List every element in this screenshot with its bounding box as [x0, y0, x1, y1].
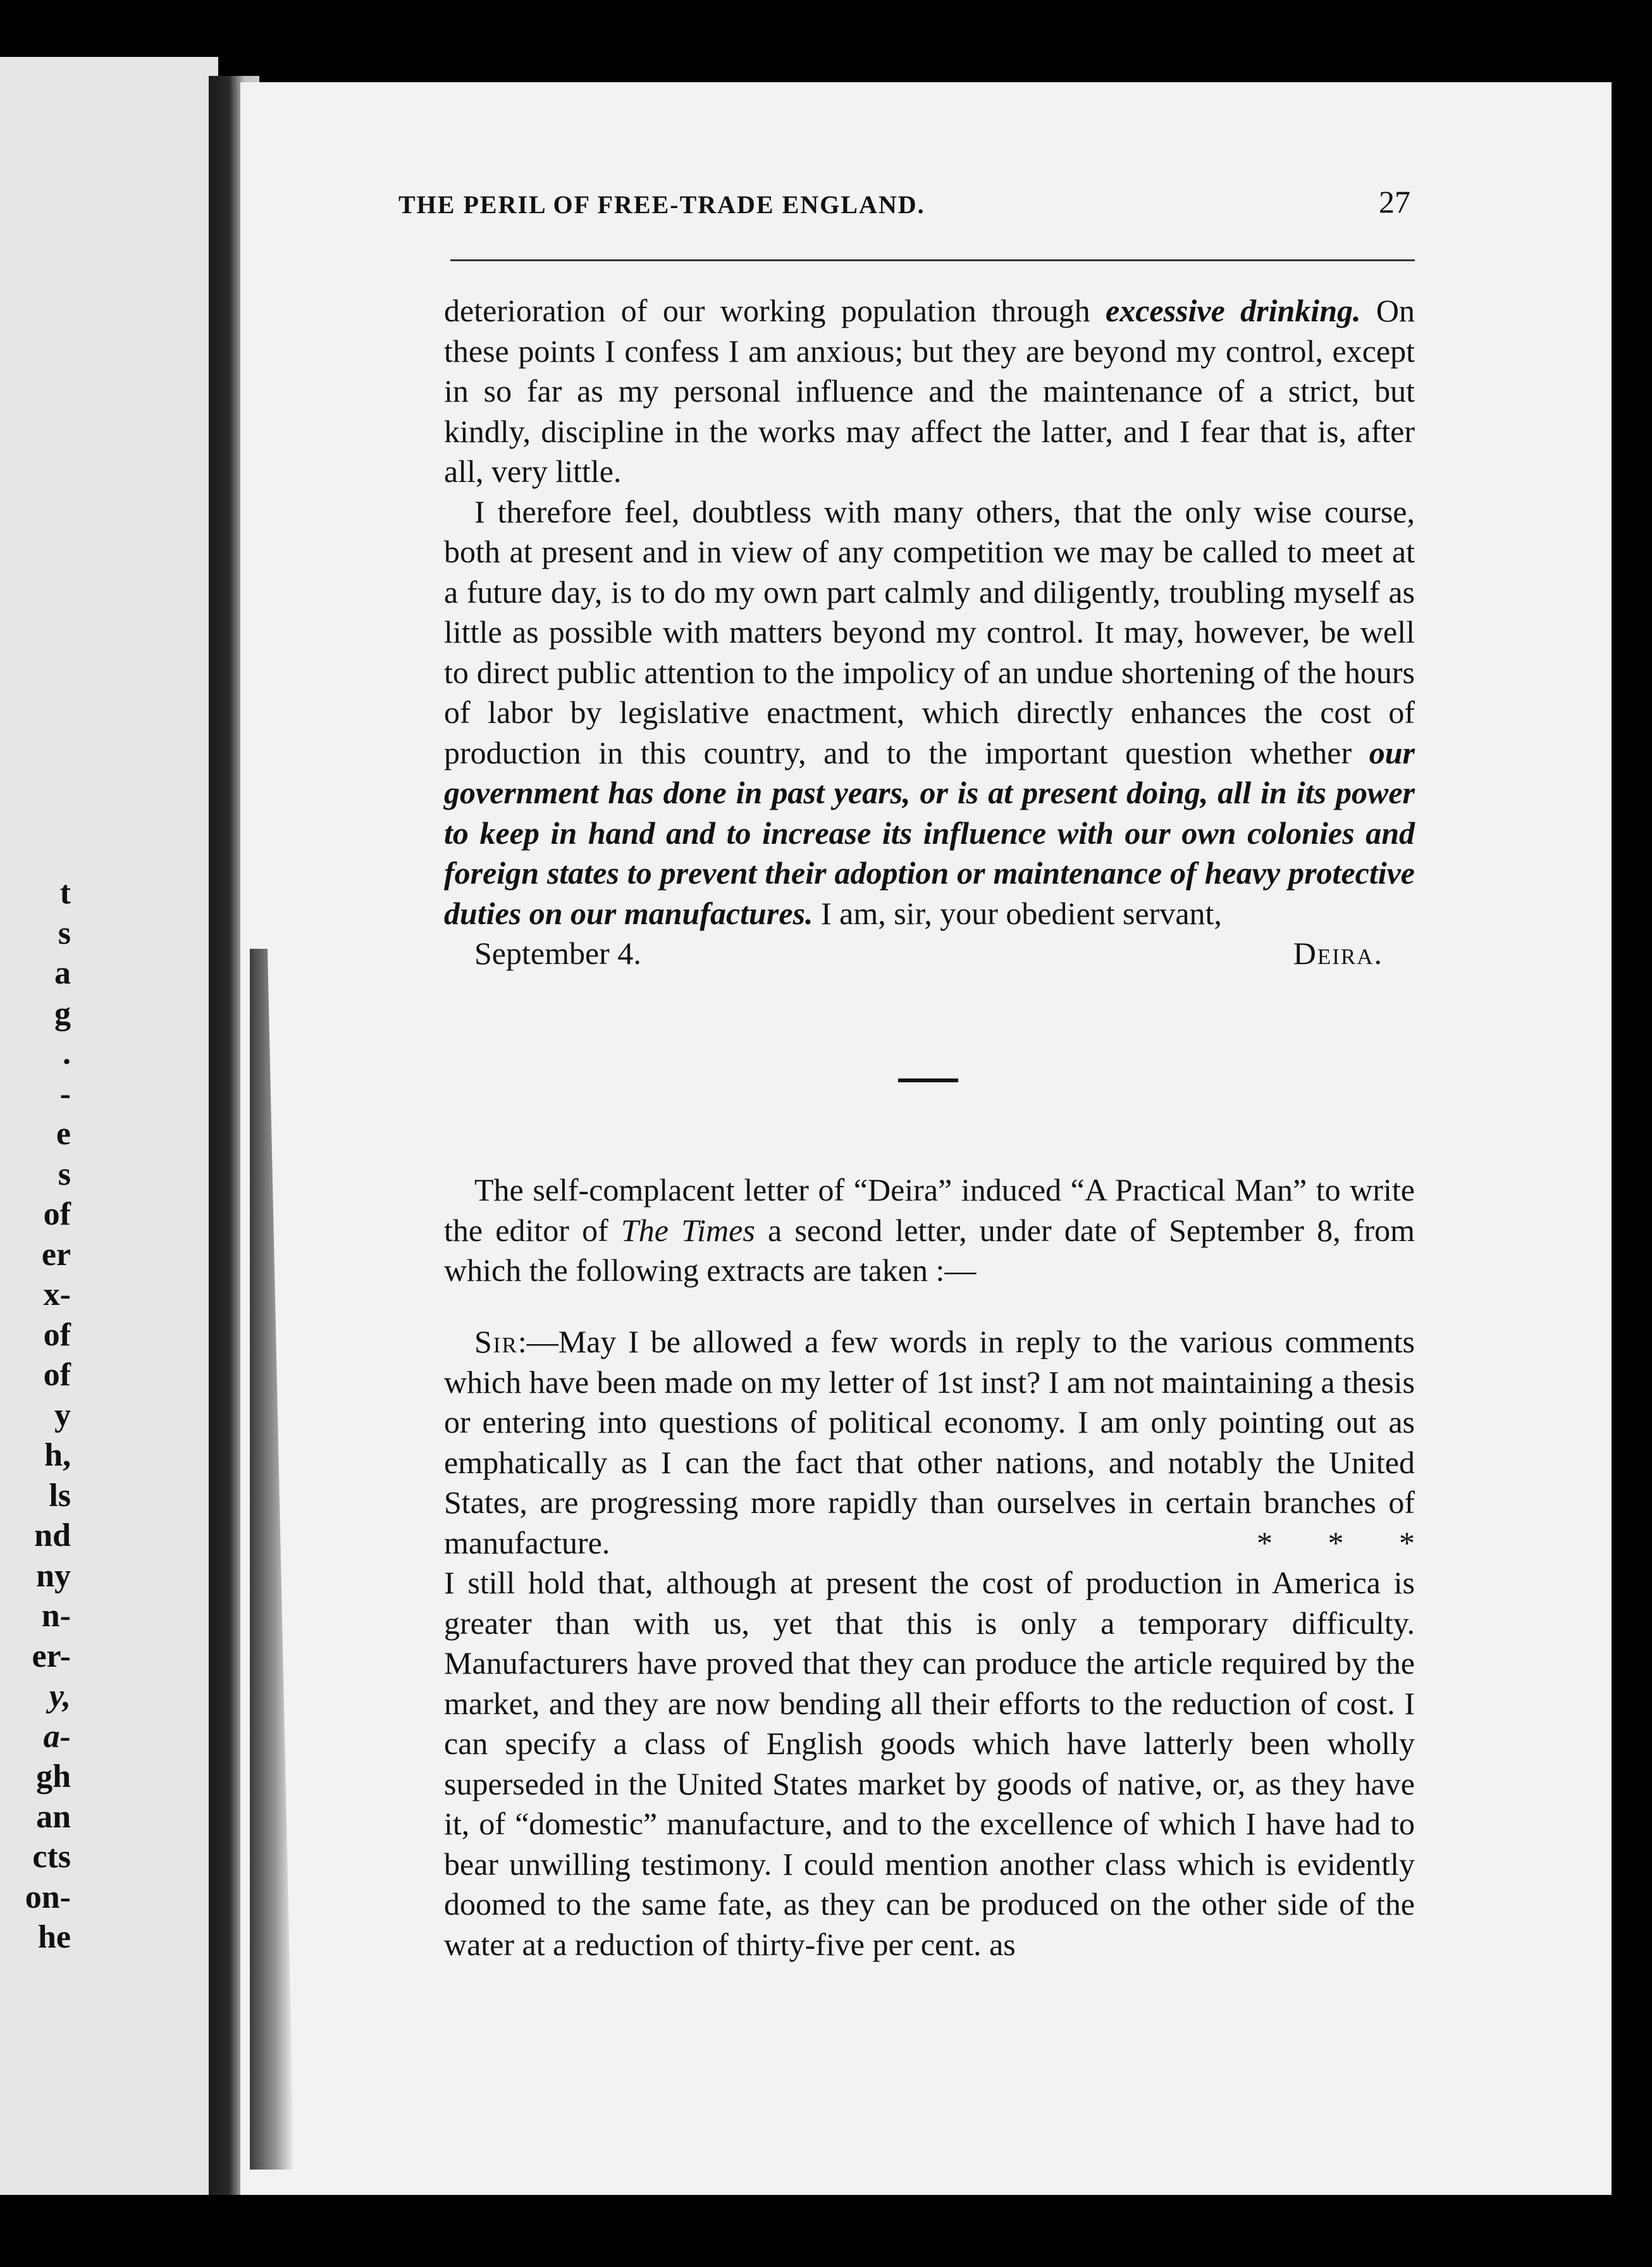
- section-divider: [898, 1078, 958, 1082]
- previous-page-fragment: he: [38, 1919, 71, 1955]
- second-letter: [444, 1322, 1415, 1965]
- previous-page-fragment: gh: [36, 1758, 71, 1794]
- previous-page-fragment: on-: [25, 1879, 71, 1915]
- previous-page-fragment: -: [59, 1075, 71, 1112]
- previous-page-fragment: nd: [34, 1517, 71, 1554]
- page-number: 27: [1379, 184, 1410, 219]
- letter-paragraph-2: I therefore feel, doubtless with many others, that the only wise course, both at present and in view of any competition we may be called to meet at a future day, is to do my own part calmly and diligently, troubling myself as little as possible with matters beyond my control. It may, however, be well to direct public attention to the impolicy of an undue shortening of the hours of labor by legislative enactment, which directly enhances the cost of production in this country, and to the important question whether our government has done in past years, or is at present doing, all in its power to keep in hand and to increase its influence with our own colonies and foreign states to prevent their adoption or maintenance of heavy protective duties on our manufactures. I am, sir, your obedient servant,: [444, 493, 1415, 931]
- previous-page-fragment: a: [54, 955, 71, 991]
- previous-page-text-fragments: [0, 873, 76, 1958]
- previous-page-fragment: n-: [41, 1598, 71, 1634]
- previous-page-fragment: y,: [49, 1678, 71, 1714]
- running-title: THE PERIL OF FREE-TRADE ENGLAND.: [398, 190, 925, 219]
- letter-date: September 4.: [474, 936, 641, 971]
- previous-page-fragment: ls: [49, 1477, 71, 1514]
- previous-page-fragment: an: [36, 1798, 71, 1835]
- previous-page-fragment: x-: [43, 1276, 71, 1313]
- previous-page-fragment: t: [59, 875, 71, 911]
- previous-page-fragment: e: [56, 1116, 71, 1152]
- intro-paragraph: The self-complacent letter of “Deira” induced “A Practical Man” to write the editor of The Times a second letter, under date of September 8, from which the following extracts are taken :—: [444, 1172, 1415, 1288]
- previous-page-fragment: of: [43, 1357, 71, 1393]
- previous-page-fragment: ny: [36, 1557, 71, 1594]
- header-rule: [450, 259, 1415, 261]
- letter-body: [444, 291, 1415, 974]
- previous-page-fragment: er-: [32, 1638, 71, 1674]
- previous-page-fragment: er: [41, 1236, 71, 1273]
- letter-paragraph-1: deterioration of our working population through excessive drinking. On these points I confess I am anxious; but they are beyond my control, except in so far as my personal influence and the maintenance of a strict, but kindly, discipline in the works may affect the latter, and I fear that is, after all, very little.: [444, 293, 1415, 489]
- previous-page-fragment: of: [43, 1316, 71, 1353]
- previous-page-fragment: s: [58, 915, 71, 951]
- previous-page-fragment: .: [63, 1035, 71, 1072]
- previous-page-fragment: s: [58, 1156, 71, 1192]
- previous-page-fragment: h,: [44, 1437, 71, 1473]
- salutation: Sir: [474, 1324, 518, 1359]
- previous-page-fragment: a-: [43, 1718, 71, 1755]
- previous-page-fragment: cts: [32, 1839, 71, 1875]
- previous-page-fragment: g: [54, 995, 71, 1032]
- letter-signature: Deira.: [1293, 936, 1383, 971]
- second-letter-continuation: I still hold that, although at present the cost of production in America is greater than with us, yet that this is only a temporary difficulty. Manufacturers have proved that they can produce the article required by the market, and they are now bending all their efforts to the reduction of cost. I can specify a class of English goods which have latterly been wholly superseded in the United States market by goods of native, or, as they have it, of “domestic” manufacture, and to the excellence of which I have had to bear unwilling testimony. I could mention another class which is evidently doomed to the same fate, as they can be produced on the other side of the water at a reduction of thirty-five per cent. as: [444, 1565, 1415, 1962]
- letter-signoff: [444, 934, 1415, 974]
- previous-page-fragment: y: [54, 1397, 71, 1433]
- asterisks: * * *: [1257, 1524, 1415, 1560]
- second-letter-paragraph: Sir:—May I be allowed a few words in reply to the various comments which have been made on my letter of 1st inst? I am not maintaining a thesis or entering into questions of political economy. I am only pointing out as emphatically as I can the fact that other nations, and notably the United States, are progressing more rapidly than ourselves in certain branches of manufacture. * * *: [444, 1322, 1415, 1563]
- previous-page-fragment: of: [43, 1196, 71, 1232]
- newspaper-title: The Times: [620, 1212, 755, 1248]
